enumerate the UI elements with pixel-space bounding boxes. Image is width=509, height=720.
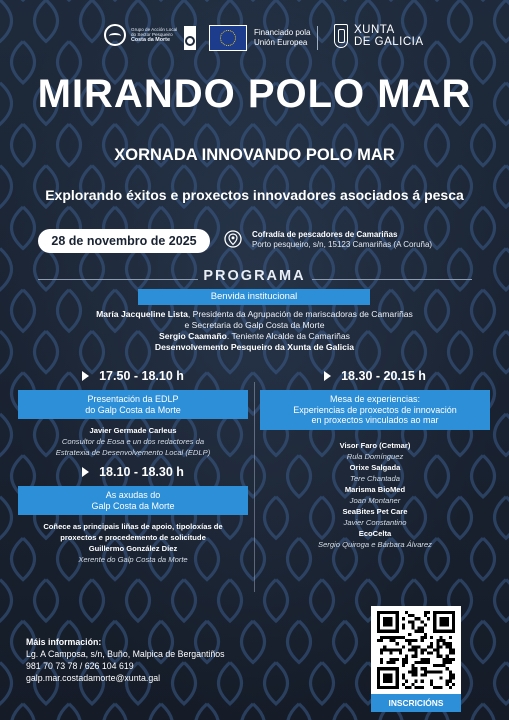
location-pin-icon [224,230,242,250]
galp-logo [104,24,177,46]
header-logos [0,24,509,56]
net-mesh [311,580,334,621]
net-mesh [242,704,265,720]
event-date: 28 de novembro de 2025 [38,229,210,253]
qr-code-icon[interactable] [376,611,456,689]
event-subtitle: XORNADA INNOVANDO POLO MAR [114,146,395,164]
programa-rule-right [312,279,472,280]
block-1-title: Presentación da EDLP do Galp Costa da Morte [18,390,248,419]
net-mesh [173,580,196,621]
play-triangle-icon [82,467,89,477]
welcome-speaker-1-name: María Jacqueline Lista [96,309,188,319]
eu-text-line-2: Unión Europea [254,38,308,47]
galp-logo-line-1: Grupo de Acción Local [131,26,178,32]
more-info-heading: Máis información: [26,637,102,647]
header-divider [317,26,318,50]
net-mesh [0,414,12,455]
net-mesh [242,621,265,662]
event-title: MIRANDO POLO MAR [37,72,472,116]
net-mesh [472,207,495,248]
net-mesh [196,704,219,720]
block-3-time: 18.30 - 20.15 h [260,368,490,384]
play-triangle-icon [82,371,89,381]
welcome-speaker-1-role-2: e Secretaria do Galp Costa da Morte [184,320,325,330]
welcome-speaker-2-role: . Teniente Alcalde da Camariñas [226,331,350,341]
block-1-time: 17.50 - 18.10 h [18,368,248,384]
experience-person: Javier Constantino [343,517,407,527]
galp-wave-icon [104,24,126,46]
net-mesh [0,662,12,703]
galp-logo-line-2: do Sector Pesqueiro [131,32,173,38]
experiences-list [260,440,490,550]
net-mesh [265,662,288,703]
block-1-speaker: Javier Germade Carleus Consultor de Eosa e un dos redactores da Estratexia de Desenvolvemento Local (EDLP) [55,426,211,457]
eu-text-line-1: Financiado pola [254,28,311,37]
experience-project: Marisma BioMed [344,484,406,494]
more-info [26,636,225,684]
experience-person: Sergio Quiroga e Bárbara Álvarez [318,539,432,549]
net-mesh [265,580,288,621]
net-mesh [12,704,35,720]
net-mesh [81,580,104,621]
experience-person: Rula Domínguez [346,451,404,461]
net-mesh [495,497,509,538]
welcome-band: Benvida institucional [138,289,370,305]
xunta-text-line-2: DE GALICIA [354,36,424,48]
net-mesh [334,621,357,662]
net-mesh [288,704,311,720]
xunta-shield-icon [334,24,348,48]
experience-person: Tere Chantada [350,473,400,483]
play-triangle-icon [324,371,331,381]
feader-logo [184,26,196,50]
eu-logo [209,25,310,51]
net-mesh [150,704,173,720]
net-mesh [495,662,509,703]
xunta-logo [334,24,424,48]
program-right-column [260,368,490,550]
experience-project: SeaBites Pet Care [342,506,408,516]
net-mesh [288,621,311,662]
event-tagline: Explorando éxitos e proxectos innovadores asociados á pesca [45,187,464,203]
net-mesh [495,414,509,455]
registration-label[interactable]: INSCRICIÓNS [371,694,461,712]
net-mesh [127,580,150,621]
net-mesh [495,580,509,621]
experience-project: Visor Faro (Cetmar) [339,440,411,450]
net-mesh [311,662,334,703]
net-mesh [472,704,495,720]
program-left-column [18,368,248,565]
experience-project: Orixe Salgada [349,462,401,472]
venue-address: Porto pesqueiro, s/n, 15123 Camariñas (A Coruña) [252,240,433,249]
experience-project: EcoCelta [358,528,392,538]
xunta-text-line-1: XUNTA [354,24,395,36]
net-mesh [0,497,12,538]
block-2-time: 18.10 - 18.30 h [18,464,248,480]
block-3-title: Mesa de experiencias: Experiencias de proxectos de innovación en proxectos vinculados ao mar [260,390,490,430]
block-2-details: Coñece as principais liñas de apoio, tipoloxías de proxectos e procedemento de solicitude Guillermo González Díez Xerente do Galp Costa da Morte [43,522,223,564]
venue-name: Cofradía de pescadores de Camariñas [252,230,398,239]
block-2-title: As axudas do Galp Costa da Morte [18,486,248,515]
column-divider [254,382,255,592]
welcome-speaker-2-name: Sergio Caamaño [159,331,227,341]
welcome-speaker-2-org: Desenvolvemento Pesqueiro da Xunta de Galicia [154,342,355,352]
programa-heading: PROGRAMA [203,268,306,284]
more-info-phones: 981 70 73 78 / 626 104 619 [26,661,134,671]
galp-logo-line-3: Costa da Morte [131,36,170,43]
net-mesh [472,621,495,662]
net-mesh [0,580,12,621]
eu-flag-icon [209,25,247,51]
welcome-speaker-1-role: , Presidenta da Agrupación de mariscadoras de Camariñas [187,309,413,319]
venue [252,230,432,250]
experience-person: Joan Montaner [349,495,401,505]
net-mesh [12,207,35,248]
net-mesh [104,704,127,720]
registration-qr[interactable] [371,606,461,712]
net-mesh [35,580,58,621]
welcome-speakers [0,309,509,353]
net-mesh [58,704,81,720]
more-info-address: Lg. A Camposa, s/n, Buño, Malpica de Bergantiños [26,649,225,659]
net-mesh [334,704,357,720]
more-info-email[interactable]: galp.mar.costadamorte@xunta.gal [26,673,161,683]
net-mesh [219,580,242,621]
